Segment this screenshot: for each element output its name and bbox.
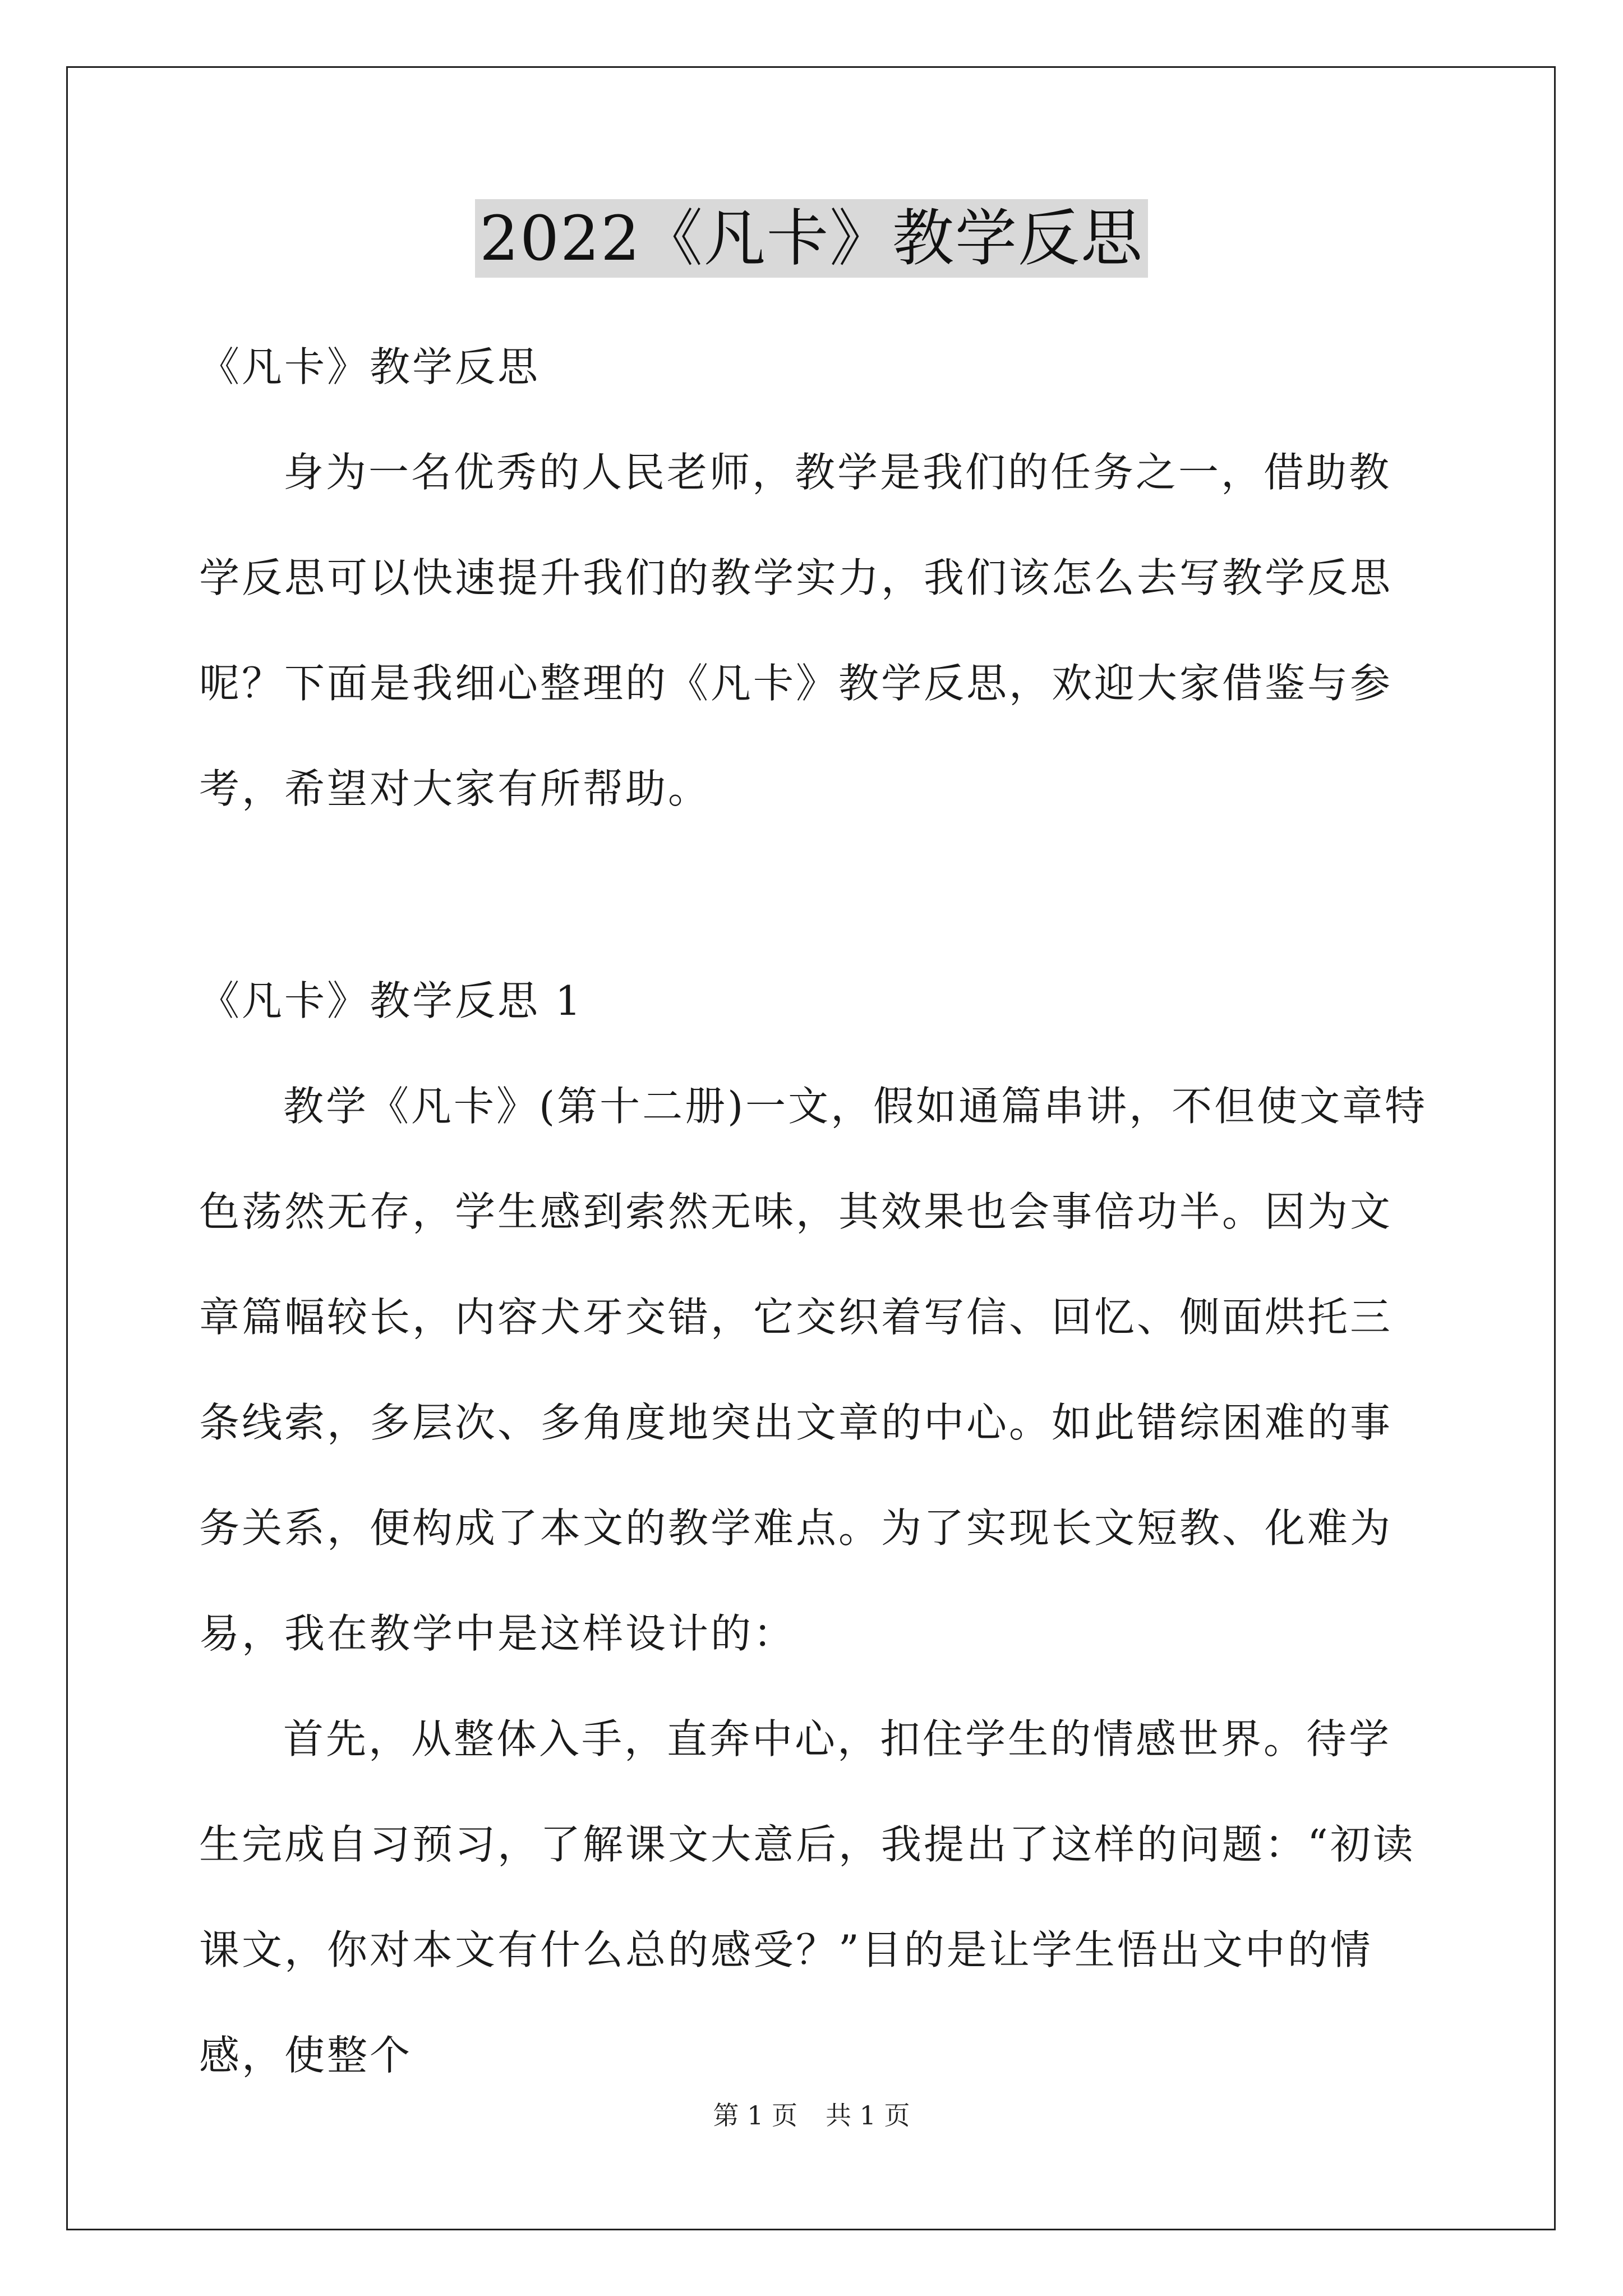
title-block xyxy=(0,199,1623,278)
body-paragraph: 教学《凡卡》(第十二册)一文，假如通篇串讲，不但使文章特色荡然无存，学生感到索然无味，其效果也会事倍功半。因为文章篇幅较长，内容犬牙交错，它交织着写信、回忆、侧面烘托三条线索，多层次、多角度地突出文章的中心。如此错综困难的事务关系，便构成了本文的教学难点。为了实现长文短教、化难为易，我在教学中是这样设计的： xyxy=(199,1083,1428,1657)
subtitle: 《凡卡》教学反思 xyxy=(199,343,541,390)
document-body xyxy=(199,314,1433,2108)
page-total: 共 1 页 xyxy=(826,2100,910,2131)
page-footer xyxy=(0,2095,1623,2132)
section-heading: 《凡卡》教学反思 1 xyxy=(199,977,583,1024)
intro-paragraph: 身为一名优秀的人民老师，教学是我们的任务之一，借助教学反思可以快速提升我们的教学实力，我们该怎么去写教学反思呢？下面是我细心整理的《凡卡》教学反思，欢迎大家借鉴与参考，希望对大家有所帮助。 xyxy=(199,449,1393,812)
document-title: 2022《凡卡》教学反思 xyxy=(475,199,1148,278)
body-paragraph: 首先，从整体入手，直奔中心，扣住学生的情感世界。待学生完成自习预习，了解课文大意后，我提出了这样的问题：“初读课文，你对本文有什么总的感受？”目的是让学生悟出文中的情感，使整个 xyxy=(199,1715,1415,2079)
section-spacer xyxy=(199,841,1433,948)
page-number: 第 1 页 xyxy=(713,2100,797,2131)
